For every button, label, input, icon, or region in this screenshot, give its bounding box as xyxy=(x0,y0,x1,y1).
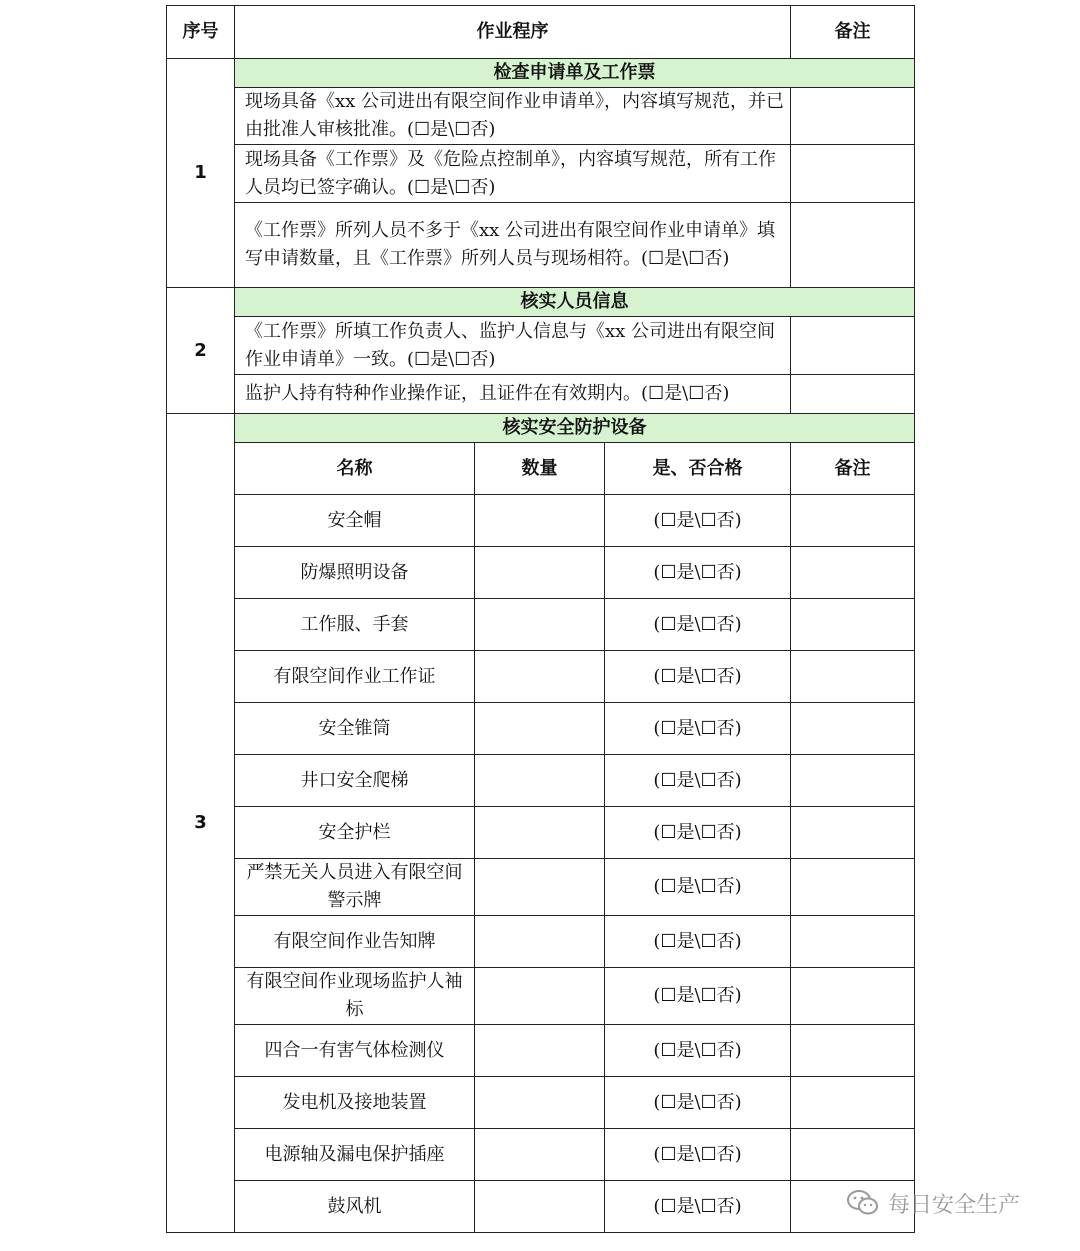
equipment-qty-cell[interactable] xyxy=(475,916,605,968)
table-row xyxy=(167,203,915,288)
equipment-name: 四合一有害气体检测仪 xyxy=(235,1025,475,1077)
equipment-header-row xyxy=(167,443,915,495)
table-row xyxy=(167,599,915,651)
remark-cell[interactable] xyxy=(791,1025,915,1077)
equipment-qty-cell[interactable] xyxy=(475,1129,605,1181)
remark-cell[interactable] xyxy=(791,651,915,703)
table-row xyxy=(167,1077,915,1129)
equipment-qty-cell[interactable] xyxy=(475,495,605,547)
equipment-name: 发电机及接地装置 xyxy=(235,1077,475,1129)
section-2-title: 核实人员信息 xyxy=(235,288,915,317)
table-row xyxy=(167,703,915,755)
section-1-number: 1 xyxy=(167,59,235,288)
equipment-pass-check[interactable]: (☐是\☐否) xyxy=(605,599,791,651)
col-qty-header: 数量 xyxy=(475,443,605,495)
table-header-row xyxy=(167,6,915,59)
equipment-qty-cell[interactable] xyxy=(475,807,605,859)
header-procedure: 作业程序 xyxy=(235,6,791,59)
table-row xyxy=(167,495,915,547)
equipment-pass-check[interactable]: (☐是\☐否) xyxy=(605,807,791,859)
table-row xyxy=(167,1025,915,1077)
equipment-qty-cell[interactable] xyxy=(475,755,605,807)
table-row xyxy=(167,145,915,203)
remark-cell[interactable] xyxy=(791,375,915,414)
remark-cell[interactable] xyxy=(791,547,915,599)
remark-cell[interactable] xyxy=(791,203,915,288)
section-2-item-2: 监护人持有特种作业操作证，且证件在有效期内。(☐是\☐否) xyxy=(235,375,791,414)
equipment-qty-cell[interactable] xyxy=(475,1181,605,1233)
section-2-number: 2 xyxy=(167,288,235,414)
equipment-pass-check[interactable]: (☐是\☐否) xyxy=(605,1129,791,1181)
section-2-title-row xyxy=(167,288,915,317)
table-row xyxy=(167,317,915,375)
remark-cell[interactable] xyxy=(791,859,915,916)
section-2-item-1: 《工作票》所填工作负责人、监护人信息与《xx 公司进出有限空间作业申请单》一致。(☐是\☐否) xyxy=(235,317,791,375)
remark-cell[interactable] xyxy=(791,317,915,375)
table-row xyxy=(167,755,915,807)
remark-cell[interactable] xyxy=(791,703,915,755)
table-row xyxy=(167,651,915,703)
wechat-icon xyxy=(846,1188,880,1218)
remark-cell[interactable] xyxy=(791,145,915,203)
col-name-header: 名称 xyxy=(235,443,475,495)
remark-cell[interactable] xyxy=(791,968,915,1025)
table-row xyxy=(167,859,915,916)
equipment-pass-check[interactable]: (☐是\☐否) xyxy=(605,547,791,599)
remark-cell[interactable] xyxy=(791,755,915,807)
equipment-qty-cell[interactable] xyxy=(475,1077,605,1129)
equipment-pass-check[interactable]: (☐是\☐否) xyxy=(605,968,791,1025)
watermark xyxy=(846,1186,1020,1220)
section-1-item-2: 现场具备《工作票》及《危险点控制单》，内容填写规范，所有工作人员均已签字确认。(☐是\☐否) xyxy=(235,145,791,203)
inspection-table xyxy=(166,5,915,1233)
equipment-pass-check[interactable]: (☐是\☐否) xyxy=(605,916,791,968)
equipment-qty-cell[interactable] xyxy=(475,1025,605,1077)
table-row xyxy=(167,968,915,1025)
section-3-title: 核实安全防护设备 xyxy=(235,414,915,443)
equipment-pass-check[interactable]: (☐是\☐否) xyxy=(605,1181,791,1233)
equipment-name: 安全锥筒 xyxy=(235,703,475,755)
equipment-qty-cell[interactable] xyxy=(475,599,605,651)
header-seq: 序号 xyxy=(167,6,235,59)
remark-cell[interactable] xyxy=(791,1077,915,1129)
equipment-name: 防爆照明设备 xyxy=(235,547,475,599)
equipment-name: 有限空间作业工作证 xyxy=(235,651,475,703)
equipment-qty-cell[interactable] xyxy=(475,968,605,1025)
equipment-name: 有限空间作业告知牌 xyxy=(235,916,475,968)
equipment-name: 工作服、手套 xyxy=(235,599,475,651)
equipment-pass-check[interactable]: (☐是\☐否) xyxy=(605,703,791,755)
watermark-text: 每日安全生产 xyxy=(888,1192,1021,1218)
table-row xyxy=(167,88,915,145)
equipment-qty-cell[interactable] xyxy=(475,859,605,916)
table-row xyxy=(167,1129,915,1181)
section-1-title: 检查申请单及工作票 xyxy=(235,59,915,88)
table-row xyxy=(167,916,915,968)
header-remark: 备注 xyxy=(791,6,915,59)
equipment-name: 电源轴及漏电保护插座 xyxy=(235,1129,475,1181)
equipment-name: 安全帽 xyxy=(235,495,475,547)
equipment-name: 安全护栏 xyxy=(235,807,475,859)
equipment-name: 严禁无关人员进入有限空间警示牌 xyxy=(235,859,475,916)
table-row xyxy=(167,1181,915,1233)
section-3-number: 3 xyxy=(167,414,235,1233)
table-row xyxy=(167,375,915,414)
remark-cell[interactable] xyxy=(791,1129,915,1181)
table-row xyxy=(167,547,915,599)
remark-cell[interactable] xyxy=(791,916,915,968)
section-1-item-3: 《工作票》所列人员不多于《xx 公司进出有限空间作业申请单》填写申请数量，且《工作票》所列人员与现场相符。(☐是\☐否) xyxy=(235,203,791,288)
col-remark-header: 备注 xyxy=(791,443,915,495)
equipment-pass-check[interactable]: (☐是\☐否) xyxy=(605,651,791,703)
equipment-name: 井口安全爬梯 xyxy=(235,755,475,807)
equipment-pass-check[interactable]: (☐是\☐否) xyxy=(605,859,791,916)
col-pass-header: 是、否合格 xyxy=(605,443,791,495)
equipment-pass-check[interactable]: (☐是\☐否) xyxy=(605,755,791,807)
table-row xyxy=(167,807,915,859)
equipment-qty-cell[interactable] xyxy=(475,547,605,599)
equipment-qty-cell[interactable] xyxy=(475,703,605,755)
section-1-title-row xyxy=(167,59,915,88)
equipment-pass-check[interactable]: (☐是\☐否) xyxy=(605,1077,791,1129)
remark-cell[interactable] xyxy=(791,88,915,145)
equipment-pass-check[interactable]: (☐是\☐否) xyxy=(605,1025,791,1077)
section-1-item-1: 现场具备《xx 公司进出有限空间作业申请单》，内容填写规范，并已由批准人审核批准。(☐是\☐否) xyxy=(235,88,791,145)
remark-cell[interactable] xyxy=(791,599,915,651)
equipment-pass-check[interactable]: (☐是\☐否) xyxy=(605,495,791,547)
remark-cell[interactable] xyxy=(791,807,915,859)
equipment-name: 有限空间作业现场监护人袖标 xyxy=(235,968,475,1025)
equipment-qty-cell[interactable] xyxy=(475,651,605,703)
remark-cell[interactable] xyxy=(791,495,915,547)
section-3-title-row xyxy=(167,414,915,443)
equipment-name: 鼓风机 xyxy=(235,1181,475,1233)
